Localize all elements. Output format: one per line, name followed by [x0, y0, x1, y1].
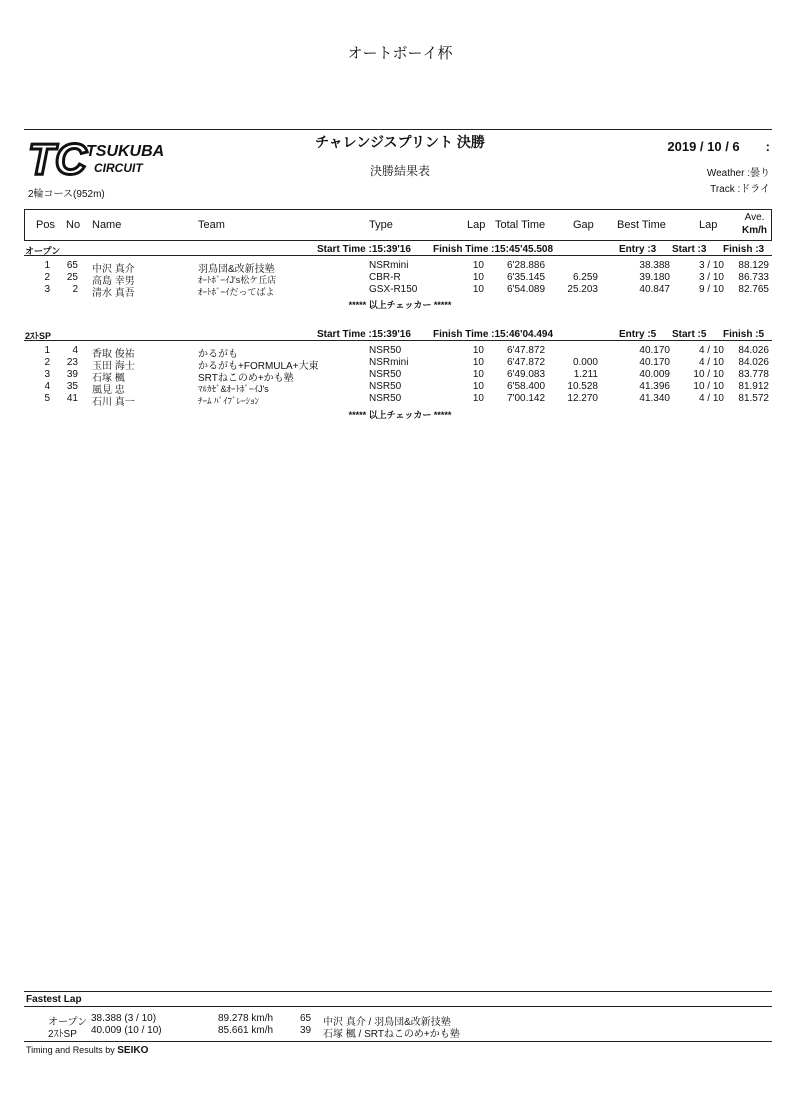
row-no: 35 [66, 381, 78, 392]
row-no: 65 [66, 260, 78, 271]
col-total-time: Total Time [495, 219, 546, 231]
row-total-time: 6'49.083 [507, 369, 546, 380]
row-team: ｵｰﾄﾎﾞｰｲJ's松ケ丘店 [198, 275, 277, 285]
row-lap: 10 [472, 272, 484, 283]
row-no: 25 [66, 272, 78, 283]
row-name: 玉田 海士 [92, 361, 135, 372]
fastest-lap-no: 65 [300, 1013, 312, 1024]
class-rule [24, 340, 772, 341]
row-best-lap: 10 / 10 [693, 381, 724, 392]
row-gap: 1.211 [573, 369, 598, 380]
col-best-time: Best Time [617, 219, 666, 231]
row-best-lap: 4 / 10 [698, 357, 724, 368]
row-team: ﾁｰﾑ ﾊﾞｲﾌﾞﾚｰｼｮﾝ [198, 396, 260, 406]
column-header-top-rule [24, 209, 772, 210]
row-gap: 25.203 [567, 284, 598, 295]
footer-rule [24, 1041, 772, 1042]
row-pos: 3 [44, 369, 50, 380]
row-type: NSRmini [369, 357, 409, 368]
row-best-time: 40.847 [639, 284, 670, 295]
row-type: NSR50 [369, 381, 402, 392]
fastest-lap-title-rule [24, 1006, 772, 1007]
row-best-lap: 4 / 10 [698, 393, 724, 404]
class-finish-time: Finish Time :15:45'45.508 [433, 244, 554, 255]
track-condition: Track :ドライ [710, 184, 770, 195]
row-total-time: 6'35.145 [507, 272, 546, 283]
checker-note: ***** 以上チェッカー ***** [348, 410, 452, 420]
checker-note: ***** 以上チェッカー ***** [348, 300, 452, 310]
row-gap: 12.270 [567, 393, 598, 404]
class-finish: Finish :5 [723, 329, 765, 340]
row-no: 4 [72, 345, 78, 356]
row-ave: 88.129 [738, 260, 769, 271]
footer-text: Timing and Results by [26, 1045, 115, 1055]
fastest-lap-no: 39 [300, 1025, 312, 1036]
col-best-lap: Lap [699, 219, 718, 231]
row-best-time: 40.009 [639, 369, 670, 380]
row-type: NSRmini [369, 260, 409, 271]
row-ave: 84.026 [738, 357, 769, 368]
row-ave: 84.026 [738, 345, 769, 356]
row-pos: 1 [44, 345, 50, 356]
col-team: Team [198, 219, 225, 231]
col-pos: Pos [36, 219, 55, 231]
row-pos: 1 [44, 260, 50, 271]
row-name: 香取 俊祐 [92, 349, 135, 360]
fastest-lap-top-rule [24, 991, 772, 992]
col-name: Name [92, 219, 122, 231]
row-pos: 5 [44, 393, 50, 404]
header-top-rule [24, 129, 772, 130]
row-name: 風見 忠 [92, 385, 125, 396]
event-name: オートボーイ杯 [347, 45, 453, 62]
row-type: CBR-R [369, 272, 401, 283]
row-lap: 10 [472, 381, 484, 392]
logo-sub: CIRCUIT [94, 161, 143, 175]
row-gap: 6.259 [572, 272, 598, 283]
class-name: オープン [25, 246, 61, 256]
fastest-lap-class: 2ｽﾄSP [48, 1029, 77, 1040]
row-ave: 81.572 [738, 393, 769, 404]
row-total-time: 7'00.142 [507, 393, 546, 404]
row-lap: 10 [472, 260, 484, 271]
class-start: Start :3 [672, 244, 707, 255]
row-name: 石川 真一 [92, 397, 135, 408]
col-ave-line1: Ave. [744, 212, 765, 223]
col-type: Type [369, 219, 393, 231]
row-total-time: 6'58.400 [507, 381, 546, 392]
fastest-lap-title: Fastest Lap [26, 994, 82, 1005]
row-total-time: 6'47.872 [507, 345, 546, 356]
row-best-time: 41.396 [639, 381, 670, 392]
row-total-time: 6'28.886 [507, 260, 546, 271]
col-ave [742, 211, 767, 237]
row-total-time: 6'47.872 [507, 357, 546, 368]
row-name: 清水 真吾 [92, 288, 135, 299]
row-gap: 0.000 [572, 357, 598, 368]
row-lap: 10 [472, 393, 484, 404]
footer-brand: SEIKO [117, 1045, 149, 1056]
weather: Weather :曇り [706, 168, 770, 179]
row-best-lap: 3 / 10 [698, 272, 724, 283]
logo-mark: TC [28, 135, 87, 182]
fastest-lap-speed: 85.661 km/h [218, 1025, 274, 1036]
class-rule [24, 255, 772, 256]
race-date: 2019 / 10 / 6 : [667, 139, 770, 154]
fastest-lap-class: オープン [48, 1017, 88, 1028]
row-type: NSR50 [369, 369, 402, 380]
col-ave-line2: Km/h [742, 225, 767, 236]
logo-name: TSUKUBA [86, 143, 165, 160]
row-type: GSX-R150 [369, 284, 418, 295]
row-best-lap: 3 / 10 [698, 260, 724, 271]
row-team: ｵｰﾄﾎﾞｰｲだってばよ [198, 287, 275, 297]
row-lap: 10 [472, 284, 484, 295]
race-subtitle: 決勝結果表 [369, 164, 430, 178]
row-no: 41 [66, 393, 78, 404]
row-lap: 10 [472, 369, 484, 380]
class-start-time: Start Time :15:39'16 [317, 329, 411, 340]
row-team: かるがも+FORMULA+大東 [198, 361, 319, 372]
row-team: SRTねこのめ+かも塾 [198, 373, 294, 384]
row-ave: 83.778 [738, 369, 769, 380]
row-best-time: 40.170 [639, 345, 670, 356]
row-pos: 3 [44, 284, 50, 295]
class-name: 2ｽﾄSP [25, 331, 52, 341]
class-finish: Finish :3 [723, 244, 765, 255]
row-name: 中沢 真介 [92, 264, 135, 275]
fastest-lap-rider: 石塚 楓 / SRTねこのめ+かも塾 [323, 1029, 460, 1040]
row-team: ﾏﾙｶｾﾞ&ｵｰﾄﾎﾞｰｲJ's [198, 384, 269, 394]
column-header-bottom-rule [24, 240, 772, 241]
row-best-time: 41.340 [639, 393, 670, 404]
class-start: Start :5 [672, 329, 707, 340]
row-team: 羽鳥団&改新技塾 [198, 264, 275, 275]
row-ave: 86.733 [738, 272, 769, 283]
row-pos: 2 [44, 272, 50, 283]
race-title: チャレンジスプリント 決勝 [315, 134, 485, 150]
class-finish-time: Finish Time :15:46'04.494 [433, 329, 554, 340]
row-total-time: 6'54.089 [507, 284, 546, 295]
row-lap: 10 [472, 357, 484, 368]
row-ave: 81.912 [738, 381, 769, 392]
class-start-time: Start Time :15:39'16 [317, 244, 411, 255]
fastest-lap-time: 40.009 (10 / 10) [91, 1025, 162, 1036]
col-lap: Lap [467, 219, 486, 231]
col-gap: Gap [573, 219, 594, 231]
row-pos: 4 [44, 381, 50, 392]
row-name: 石塚 楓 [92, 373, 125, 384]
class-entry: Entry :5 [619, 329, 657, 340]
col-no: No [66, 219, 81, 231]
fastest-lap-time: 38.388 (3 / 10) [91, 1013, 157, 1024]
fastest-lap-rider: 中沢 真介 / 羽鳥団&改新技塾 [323, 1017, 451, 1028]
footer-credit [26, 1045, 148, 1056]
row-pos: 2 [44, 357, 50, 368]
row-type: NSR50 [369, 345, 402, 356]
row-gap: 10.528 [567, 381, 598, 392]
row-best-time: 40.170 [639, 357, 670, 368]
column-header-left-rule [24, 209, 25, 241]
row-no: 23 [66, 357, 78, 368]
row-best-time: 39.180 [639, 272, 670, 283]
row-team: かるがも [198, 349, 238, 360]
fastest-lap-speed: 89.278 km/h [218, 1013, 274, 1024]
row-no: 39 [66, 369, 78, 380]
row-best-time: 38.388 [639, 260, 670, 271]
row-best-lap: 4 / 10 [698, 345, 724, 356]
class-entry: Entry :3 [619, 244, 657, 255]
row-ave: 82.765 [738, 284, 769, 295]
row-best-lap: 10 / 10 [693, 369, 724, 380]
row-no: 2 [72, 284, 78, 295]
course-name: 2輪コース(952m) [28, 189, 105, 200]
row-lap: 10 [472, 345, 484, 356]
row-type: NSR50 [369, 393, 402, 404]
column-header-right-rule [771, 209, 772, 241]
row-best-lap: 9 / 10 [698, 284, 724, 295]
row-name: 高島 幸男 [92, 276, 135, 287]
